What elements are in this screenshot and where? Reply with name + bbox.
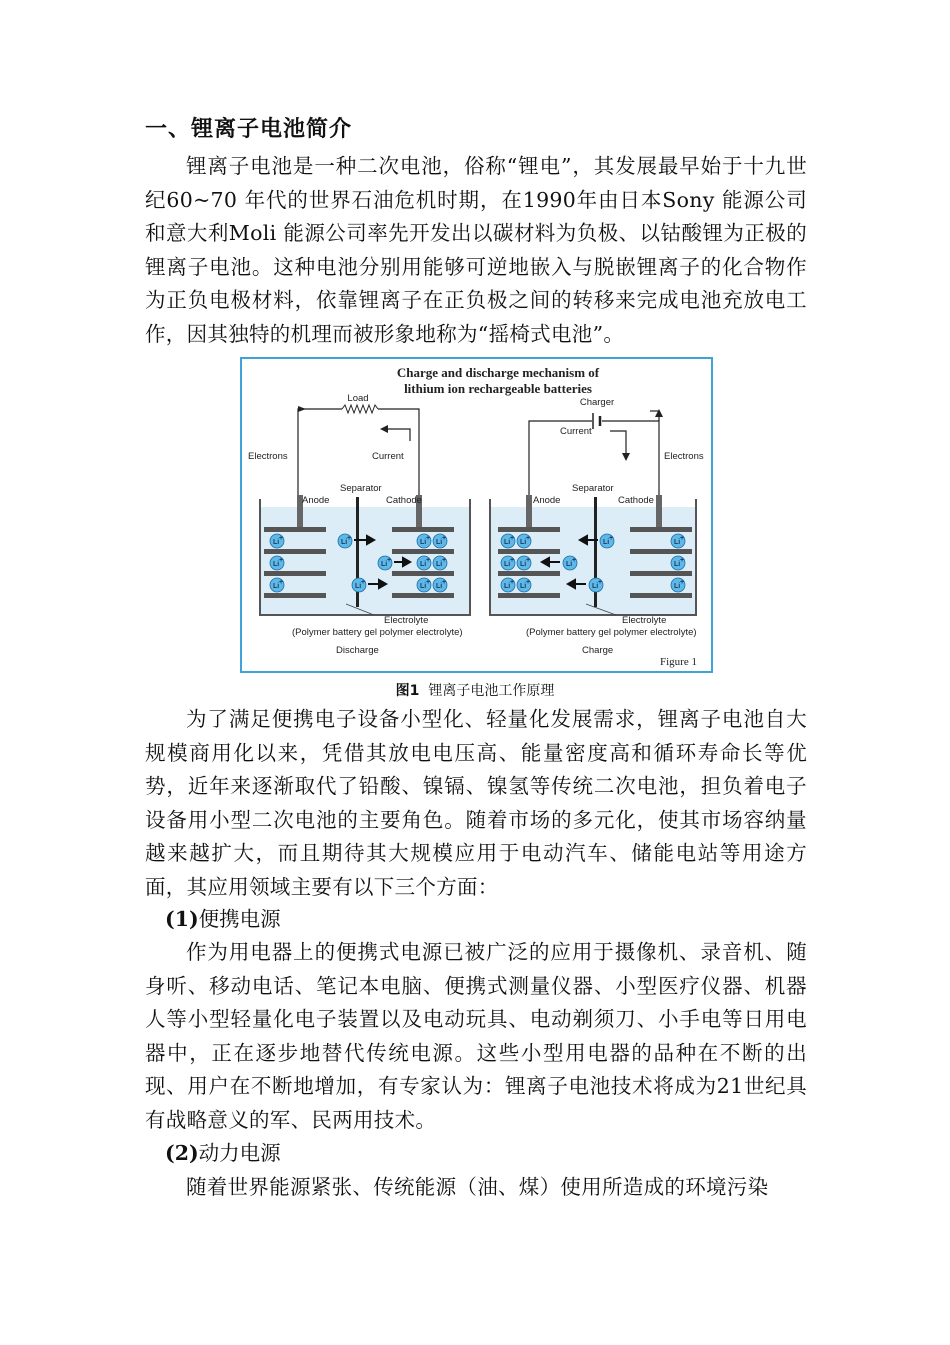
electrolyte-label-right: Electrolyte [622, 615, 667, 626]
ion-charge-label: + [526, 579, 531, 586]
current-label-right: Current [560, 426, 592, 437]
portable-paragraph: 作为用电器上的便携式电源已被广泛的应用于摄像机、录音机、随身听、移动电话、笔记本电脑、便携式测量仪器、小型医疗仪器、机器人等小型轻量化电子装置以及电动玩具、电动剃须刀、小手电等日用电器中，正在逐步地替代传统电源。这些小型用电器的品种在不断的出现、用户在不断地增加，有专家认为：锂离子电池技术将成为21世纪具有战略意义的军、民两用技术。 [145, 940, 807, 1132]
load-label: Load [347, 393, 369, 404]
section-heading: 一、锂离子电池简介 [145, 116, 353, 142]
ion-charge-label: + [279, 579, 284, 586]
ion-label: Li [436, 561, 443, 568]
ion-label: Li [603, 539, 610, 546]
separator-label-right: Separator [572, 483, 614, 494]
electrolyte-label-left: Electrolyte [384, 615, 429, 626]
current-label-left: Current [372, 451, 404, 462]
battery-mechanism-figure [240, 357, 713, 673]
subsection-power [165, 1137, 281, 1170]
ion-label: Li [381, 561, 388, 568]
ion-charge-label: + [279, 557, 284, 564]
ion-label: Li [436, 583, 443, 590]
anode-label-right: Anode [533, 495, 561, 506]
ion-label: Li [504, 561, 511, 568]
ion-label: Li [273, 561, 280, 568]
electrolyte-note-left: (Polymer battery gel polymer electrolyte) [292, 627, 463, 638]
ion-charge-label: + [526, 535, 531, 542]
applications-paragraph: 为了满足便携电子设备小型化、轻量化发展需求，锂离子电池自大规模商用化以来，凭借其放电电压高、能量密度高和循环寿命长等优势，近年来逐渐取代了铅酸、镍镉、镍氢等传统二次电池，担负着电子设备用小型二次电池的主要角色。随着市场的多元化，使其市场容纳量越来越扩大，而且期待其大规模应用于电动汽车、储能电站等用途方面，其应用领域主要有以下三个方面： [145, 707, 807, 899]
ion-charge-label: + [426, 579, 431, 586]
cathode-label-left: Cathode [386, 495, 422, 506]
battery-diagram [242, 359, 711, 671]
ion-label: Li [504, 539, 511, 546]
caption-label: 图1 [395, 683, 420, 699]
ion-label: Li [341, 539, 348, 546]
ion-charge-label: + [279, 535, 284, 542]
subsection-number-2: (2) [165, 1141, 199, 1165]
ion-label: Li [520, 561, 527, 568]
ion-label: Li [674, 583, 681, 590]
ion-charge-label: + [510, 579, 515, 586]
ion-charge-label: + [680, 579, 685, 586]
figure-number: Figure 1 [660, 656, 697, 668]
ion-label: Li [355, 583, 362, 590]
ion-label: Li [273, 539, 280, 546]
caption-text: 锂离子电池工作原理 [428, 683, 555, 699]
electrons-label-right: Electrons [664, 451, 704, 462]
ion-label: Li [420, 561, 427, 568]
ion-label: Li [504, 583, 511, 590]
ion-charge-label: + [510, 557, 515, 564]
separator-label-left: Separator [340, 483, 382, 494]
ion-label: Li [520, 583, 527, 590]
ion-label: Li [420, 539, 427, 546]
ion-label: Li [420, 583, 427, 590]
ion-charge-label: + [442, 579, 447, 586]
ion-charge-label: + [426, 535, 431, 542]
cathode-label-right: Cathode [618, 495, 654, 506]
ion-charge-label: + [387, 557, 392, 564]
anode-label-left: Anode [302, 495, 330, 506]
charge-cell [490, 397, 704, 656]
charger-label: Charger [579, 397, 615, 408]
subsection-title-1: 便携电源 [198, 907, 281, 931]
ion-label: Li [273, 583, 280, 590]
ion-label: Li [520, 539, 527, 546]
ion-charge-label: + [510, 535, 515, 542]
subsection-number-1: (1) [165, 907, 199, 931]
ion-label: Li [674, 539, 681, 546]
ion-charge-label: + [426, 557, 431, 564]
figure-title-line2: lithium ion rechargeable batteries [404, 381, 592, 396]
figure-title-line1: Charge and discharge mechanism of [396, 365, 600, 380]
ion-charge-label: + [572, 557, 577, 564]
electrolyte-note-right: (Polymer battery gel polymer electrolyte) [526, 627, 697, 638]
charge-label: Charge [582, 645, 614, 656]
discharge-cell [248, 393, 470, 656]
power-paragraph: 随着世界能源紧张、传统能源（油、煤）使用所造成的环境污染 [186, 1175, 769, 1199]
subsection-title-2: 动力电源 [198, 1141, 281, 1165]
ion-charge-label: + [680, 535, 685, 542]
ion-charge-label: + [609, 535, 614, 542]
discharge-label: Discharge [336, 645, 379, 656]
subsection-portable [165, 903, 281, 936]
ion-charge-label: + [598, 579, 603, 586]
ion-charge-label: + [680, 557, 685, 564]
ion-label: Li [436, 539, 443, 546]
ion-charge-label: + [361, 579, 366, 586]
intro-paragraph: 锂离子电池是一种二次电池，俗称“锂电”，其发展最早始于十九世纪60~70 年代的世界石油危机时期，在1990年由日本Sony 能源公司和意大利Moli 能源公司率先开发出以碳材料为负极、以钴酸锂为正极的锂离子电池。这种电池分别用能够可逆地嵌入与脱嵌锂离子的化合物作为正负电极材料，依靠锂离子在正负极之间的转移来完成电池充放电工作，因其独特的机理而被形象地称为“摇椅式电池”。 [145, 154, 807, 346]
ion-charge-label: + [442, 535, 447, 542]
ion-charge-label: + [442, 557, 447, 564]
ion-label: Li [566, 561, 573, 568]
ion-charge-label: + [347, 535, 352, 542]
ion-charge-label: + [526, 557, 531, 564]
ion-label: Li [674, 561, 681, 568]
figure-caption [0, 680, 950, 700]
electrons-label-left: Electrons [248, 451, 288, 462]
ion-label: Li [592, 583, 599, 590]
